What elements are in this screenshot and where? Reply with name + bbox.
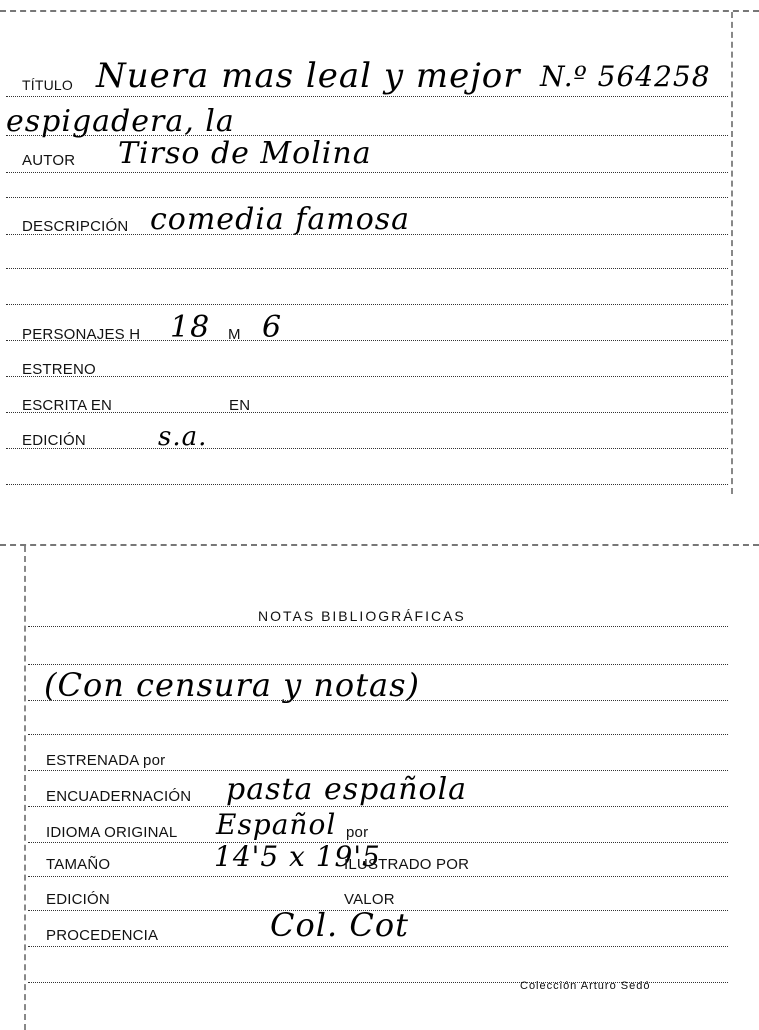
encuadernacion-value: pasta española <box>226 772 468 807</box>
autor-value: Tirso de Molina <box>118 136 372 171</box>
card-left-edge <box>24 546 26 1030</box>
descripcion-value: comedia famosa <box>150 202 411 237</box>
descripcion-label: DESCRIPCIÓN <box>22 218 129 235</box>
encuadernacion-label: ENCUADERNACIÓN <box>46 788 192 805</box>
rule-notas-1 <box>28 664 728 665</box>
notas-heading: NOTAS BIBLIOGRÁFICAS <box>258 608 466 624</box>
rule-blank-1 <box>6 197 728 198</box>
rule-procedencia <box>28 946 728 947</box>
edicion-label: EDICIÓN <box>22 432 86 449</box>
rule-notas-3 <box>28 734 728 735</box>
rule-titulo <box>6 96 728 97</box>
idioma-original-value: Español <box>216 808 337 841</box>
rule-tamano <box>28 876 728 877</box>
rule-notas-2 <box>28 700 728 701</box>
valor-label: VALOR <box>344 891 395 908</box>
personajes-label: PERSONAJES H <box>22 326 141 343</box>
rule-blank-2 <box>6 268 728 269</box>
procedencia-label: PROCEDENCIA <box>46 927 159 944</box>
notas-value: (Con censura y notas) <box>44 666 421 704</box>
catalog-card-back <box>0 544 759 1030</box>
personajes-m-label: M <box>228 326 241 343</box>
registro-numero: N.º 564258 <box>540 60 711 93</box>
personajes-h-value: 18 <box>170 310 211 345</box>
rule-estreno <box>6 376 728 377</box>
catalog-card-front <box>0 10 759 494</box>
titulo-value-line2: espigadera, la <box>6 104 235 139</box>
ilustrado-por-label: ILUSTRADO POR <box>344 856 470 873</box>
collection-footer: Colección Arturo Sedó <box>520 980 651 992</box>
tamano-value: 14'5 x 19'5 <box>214 840 381 873</box>
idioma-por-label: por <box>346 824 369 841</box>
rule-blank-3 <box>6 304 728 305</box>
edicion-value: s.a. <box>158 422 208 452</box>
rule-escrita <box>6 412 728 413</box>
rule-heading <box>28 626 728 627</box>
autor-label: AUTOR <box>22 152 76 169</box>
idioma-original-label: IDIOMA ORIGINAL <box>46 824 178 841</box>
card-right-edge <box>731 12 733 494</box>
titulo-value: Nuera mas leal y mejor <box>96 56 521 96</box>
rule-autor <box>6 172 728 173</box>
titulo-label: TÍTULO <box>22 77 73 93</box>
escrita-en-label-2: EN <box>229 397 251 414</box>
rule-edicion <box>6 448 728 449</box>
edicion-back-label: EDICIÓN <box>46 891 110 908</box>
estreno-label: ESTRENO <box>22 361 96 378</box>
rule-encuadernacion <box>28 806 728 807</box>
rule-bottom <box>6 484 728 485</box>
rule-estrenada <box>28 770 728 771</box>
personajes-m-value: 6 <box>262 310 283 345</box>
escrita-en-label: ESCRITA EN <box>22 397 113 414</box>
estrenada-por-label: ESTRENADA por <box>46 752 166 769</box>
procedencia-value: Col. Cot <box>270 906 409 944</box>
tamano-label: TAMAÑO <box>46 856 111 873</box>
